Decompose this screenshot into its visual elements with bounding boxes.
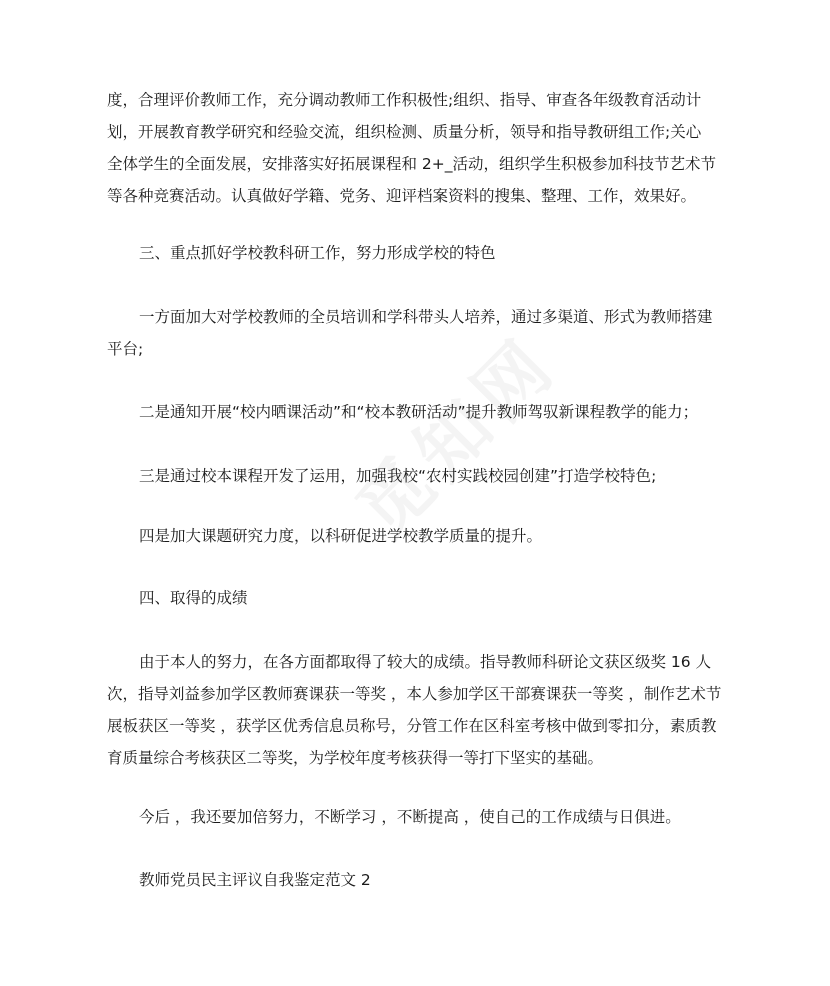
text-line: 展板获区一等奖 ，获学区优秀信息员称号，分管工作在区科室考核中做到零扣分，素质教 — [107, 717, 717, 735]
paragraph-future: 今后 ，我还要加倍努力，不断学习 ，不断提高 ，使自己的工作成绩与日俱进。 — [139, 808, 681, 826]
text-line: 全体学生的全面发展，安排落实好拓展课程和 2+_活动，组织学生积极参加科技节艺术节 — [107, 155, 717, 173]
text-line: 划，开展教育教学研究和经验交流，组织检测、质量分析，领导和指导教研组工作;关心 — [107, 123, 702, 141]
paragraph-research: 四是加大课题研究力度，以科研促进学校教学质量的提升。 — [139, 527, 543, 545]
next-article-title: 教师党员民主评议自我鉴定范文 2 — [139, 871, 371, 889]
text-line: 由于本人的努力，在各方面都取得了较大的成绩。指导教师科研论文获区级奖 16 人 — [139, 653, 712, 671]
text-line: 平台; — [107, 340, 144, 358]
text-line: 一方面加大对学校教师的全员培训和学科带头人培养，通过多渠道、形式为教师搭建 — [139, 308, 713, 326]
section-heading-3: 三、重点抓好学校教科研工作，努力形成学校的特色 — [139, 244, 496, 262]
paragraph-activities: 二是通知开展“校内晒课活动”和“校本教研活动”提升教师驾驭新课程教学的能力； — [139, 403, 699, 421]
section-heading-4: 四、取得的成绩 — [139, 589, 248, 607]
text-line: 次，指导刘益参加学区教师赛课获一等奖 ，本人参加学区干部赛课获一等奖 ，制作艺术节 — [107, 685, 722, 703]
paragraph-curriculum: 三是通过校本课程开发了运用，加强我校“农村实践校园创建”打造学校特色; — [139, 467, 657, 485]
text-line: 度，合理评价教师工作，充分调动教师工作积极性;组织、指导、审查各年级教育活动计 — [107, 91, 702, 109]
text-line: 等各种竞赛活动。认真做好学籍、党务、迎评档案资料的搜集、整理、工作，效果好。 — [107, 187, 697, 205]
watermark — [329, 308, 576, 555]
text-line: 育质量综合考核获区二等奖，为学校年度考核获得一等打下坚实的基础。 — [107, 749, 604, 767]
